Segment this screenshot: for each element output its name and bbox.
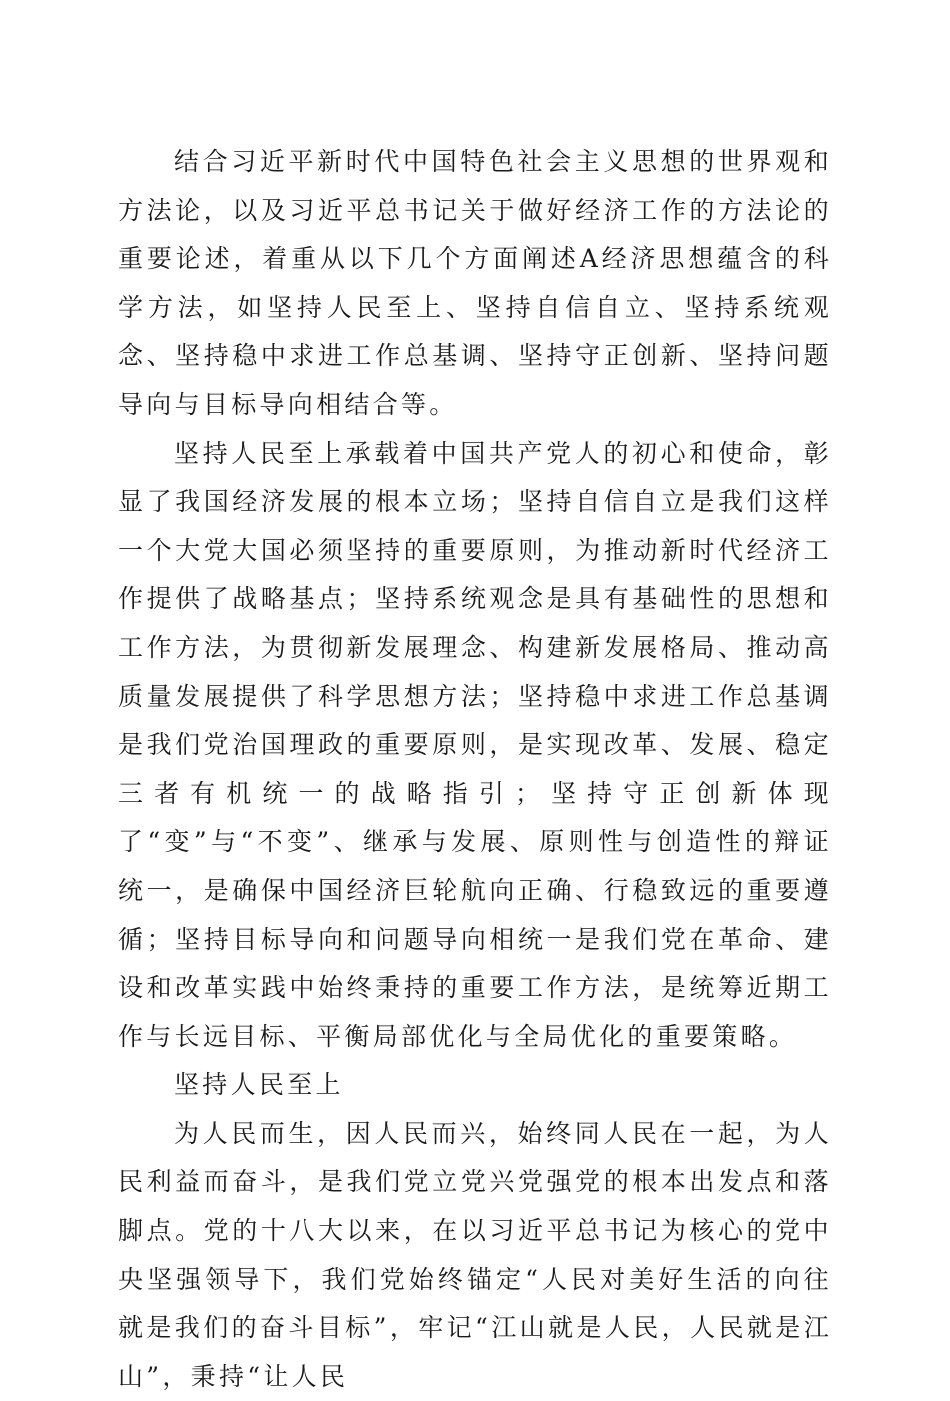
summary-paragraph: 坚持人民至上承载着中国共产党人的初心和使命，彰显了我国经济发展的根本立场；坚持自信自立是我们这样一个大党大国必须坚持的重要原则，为推动新时代经济工作提供了战略基点；坚持系统观念是具有基础性的思想和工作方法，为贯彻新发展理念、构建新发展格局、推动高质量发展提供了科学思想方法；坚持稳中求进工作总基调是我们党治国理政的重要原则，是实现改革、发展、稳定三者有机统一的战略指引；坚持守正创新体现了“变”与“不变”、继承与发展、原则性与创造性的辩证统一，是确保中国经济巨轮航向正确、行稳致远的重要遵循；坚持目标导向和问题导向相统一是我们党在革命、建设和改革实践中始终秉持的重要工作方法，是统筹近期工作与长远目标、平衡局部优化与全局优化的重要策略。 (118, 438, 832, 1051)
intro-paragraph: 结合习近平新时代中国特色社会主义思想的世界观和方法论，以及习近平总书记关于做好经济工作的方法论的重要论述，着重从以下几个方面阐述A经济思想蕴含的科学方法，如坚持人民至上、坚持自信自立、坚持系统观念、坚持稳中求进工作总基调、坚持守正创新、坚持问题导向与目标导向相结合等。 (118, 147, 832, 419)
section-heading: 坚持人民至上 (174, 1070, 344, 1100)
section-paragraph: 为人民而生，因人民而兴，始终同人民在一起，为人民利益而奋斗，是我们党立党兴党强党的根本出发点和落脚点。党的十八大以来，在以习近平总书记为核心的党中央坚强领导下，我们党始终锚定“人民对美好生活的向往就是我们的奋斗目标”，牢记“江山就是人民，人民就是江山”，秉持“让人民 (118, 1118, 832, 1391)
document-body (118, 138, 832, 1401)
